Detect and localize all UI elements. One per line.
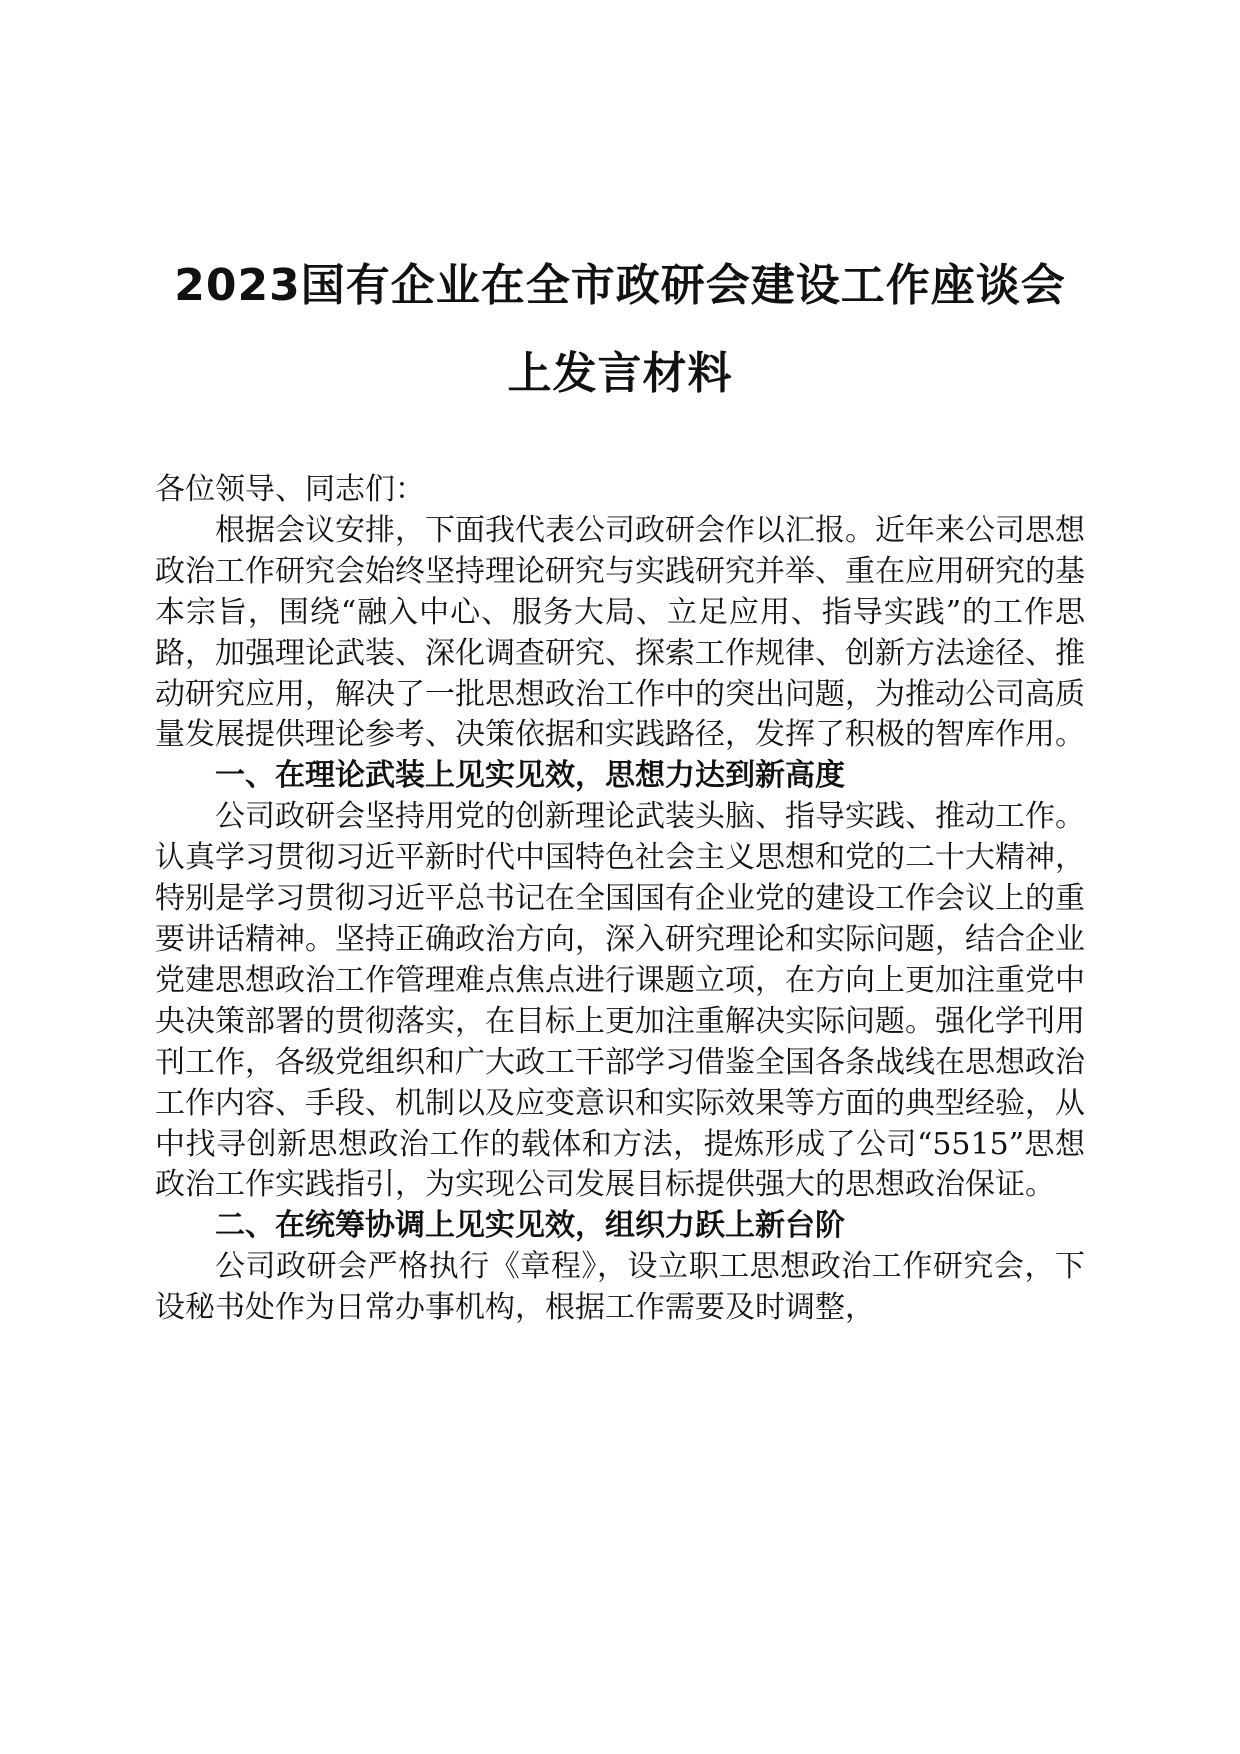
paragraph-intro: 根据会议安排，下面我代表公司政研会作以汇报。近年来公司思想政治工作研究会始终坚持理论研究与实践研究并举、重在应用研究的基本宗旨，围绕“融入中心、服务大局、立足应用、指导实践”的工作思路，加强理论武装、深化调查研究、探索工作规律、创新方法途径、推动研究应用，解决了一批思想政治工作中的突出问题，为推动公司高质量发展提供理论参考、决策依据和实践路径，发挥了积极的智库作用。 [155,512,1085,753]
paragraph-section-1: 公司政研会坚持用党的创新理论武装头脑、指导实践、推动工作。认真学习贯彻习近平新时代中国特色社会主义思想和党的二十大精神，特别是学习贯彻习近平总书记在全国国有企业党的建设工作会议上的重要讲话精神。坚持正确政治方向，深入研究理论和实际问题，结合企业党建思想政治工作管理难点焦点进行课题立项，在方向上更加注重党中央决策部署的贯彻落实，在目标上更加注重解决实际问题。强化学刊用刊工作，各级党组织和广大政工干部学习借鉴全国各条战线在思想政治工作内容、手段、机制以及应变意识和实际效果等方面的典型经验，从中找寻创新思想政治工作的载体和方法，提炼形成了公司“5515”思想政治工作实践指引，为实现公司发展目标提供强大的思想政治保证。 [155,799,1085,1203]
section-heading-1: 一、在理论武装上见实见效，思想力达到新高度 [215,758,845,794]
document-body [155,470,1085,1329]
salutation: 各位领导、同志们： [155,472,425,507]
document-title-line-1: 2023国有企业在全市政研会建设工作座谈会 [174,260,1066,311]
paragraph-section-2: 公司政研会严格执行《章程》，设立职工思想政治工作研究会，下设秘书处作为日常办事机构，根据工作需要及时调整， [155,1249,1085,1326]
document-title-line-2: 上发言材料 [507,348,733,399]
section-heading-2: 二、在统筹协调上见实见效，组织力跃上新台阶 [215,1208,845,1244]
